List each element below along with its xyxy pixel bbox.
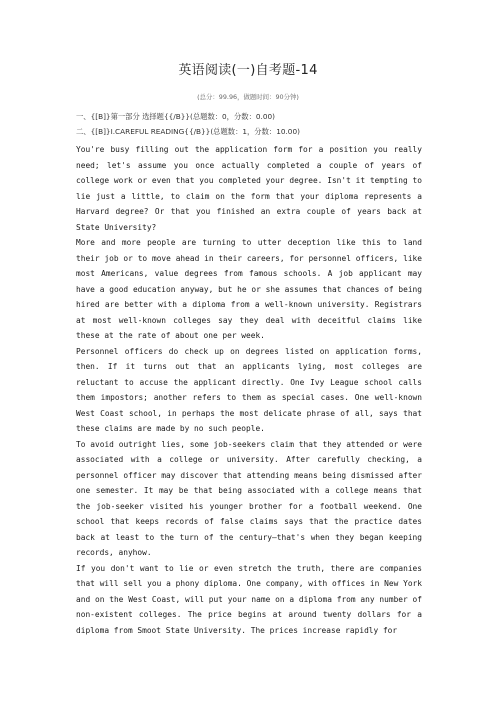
paragraph: More and more people are turning to utter deception like this to land their job or to move ahead in their careers, for personnel officers, like most Americans, value degrees from famous schools. A job applicant may have a good education anyway, but he or she assumes that chances of being hired are better with a diploma from a well-known university. Registrars at most well-known colleges say they deal with deceitful claims like these at the rate of about one per week. [76,238,422,340]
reading-passage [76,142,422,638]
section-heading-1: 一、{[B]}第一部分 选择题{{/B}}(总题数：0，分数：0.00) [76,112,275,121]
paragraph: You're busy filling out the application form for a position you really need; let's assume you once actually completed a couple of years of college work or even that you completed your degree. Isn't it tempting to lie just a little, to claim on the form that your diploma represents a Harvard degree? Or that you finished an extra couple of years back at State University? [76,145,422,232]
page-title: 英语阅读(一)自考题-14 [178,63,318,78]
paragraph: To avoid outright lies, some job-seekers claim that they attended or were associated with a college or university. After carefully checking, a personnel officer may discover that attending means being dismissed after one semester. It may be that being associated with a college means that the job-seeker visited his younger brother for a football weekend. One school that keeps records of false claims says that the practice dates back at least to the turn of the century—that's when they began keeping records, anyhow. [76,439,422,557]
paragraph: Personnel officers do check up on degrees listed on application forms, then. If it turns out that an applicants lying, most colleges are reluctant to accuse the applicant directly. One Ivy League school calls them impostors; another refers to them as special cases. One well-known West Coast school, in perhaps the most delicate phrase of all, says that these claims are made by no such people. [76,346,422,433]
section-heading-2: 二、{[B]}Ⅰ.CAREFUL READING{{/B}}(总题数：1，分数：10.00) [76,127,300,136]
paragraph: If you don't want to lie or even stretch the truth, there are companies that will sell you a phony diploma. One company, with offices in New York and on the West Coast, will put your name on a diploma from any number of non-existent colleges. The price begins at around twenty dollars for a diploma from Smoot State University. The prices increase rapidly for [76,563,422,635]
exam-meta: (总分：99.96，做题时间：90分钟) [197,93,299,101]
